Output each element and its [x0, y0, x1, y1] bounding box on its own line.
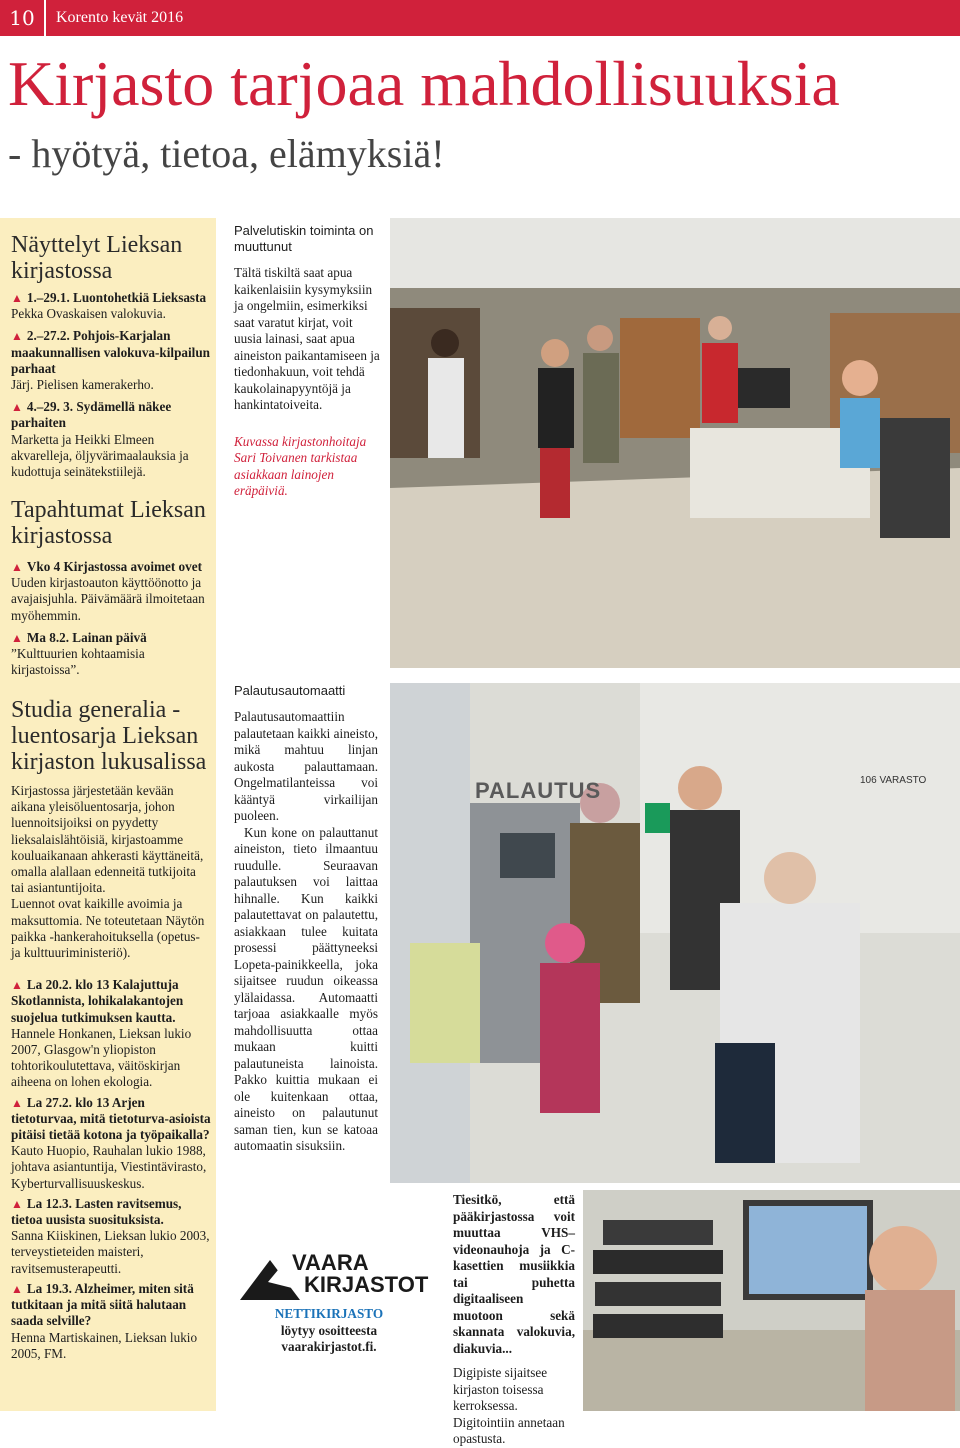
- triangle-bullet-icon: ▲: [11, 400, 23, 415]
- studia-section: [11, 697, 211, 1362]
- service-desk-text: Tältä tiskiltä saat apua kaikenlaisiin kysymyksiin ja ongelmiin, esimerkiksi saat varatut kirjat, voit uusia lainasi, saat apua aineiston paikantamiseen ja tiedonhakuun, voit tehdä kaukolainapyyntöjä ja hankintatoiveita.: [234, 265, 380, 412]
- storage-door-sign: 106 VARASTO: [860, 775, 927, 786]
- nettikirjasto-url[interactable]: vaarakirjastot.fi.: [281, 1339, 377, 1354]
- library-desk-photo: [390, 218, 960, 668]
- page-subtitle: - hyötyä, tietoa, elämyksiä!: [8, 131, 445, 176]
- service-desk-section: [234, 223, 382, 500]
- studia-intro-2: Luennot ovat kaikille avoimia ja maksuttomia. Ne toteutetaan Näytön paikka -hankerahoituksella (opetus- ja kulttuuriministeriö).: [11, 896, 205, 961]
- vaara-logo-line1: VAARA: [292, 1250, 369, 1275]
- triangle-bullet-icon: ▲: [11, 291, 23, 305]
- service-desk-heading: Palvelutiskin toiminta on muuttunut: [234, 223, 374, 254]
- exhibition-item: ▲ 4.–29. 3. Sydämellä näkee parhaiten Marketta ja Heikki Elmeen akvarelleja, öljyvärimaalauksia ja kudottuja seinätekstiilejä.: [11, 399, 189, 480]
- lecture-item: ▲ La 27.2. klo 13 Arjen tietoturvaa, mitä tietoturva-asioista pitäisi tietää kotona ja työpaikalla? Kauto Huopio, Rauhalan lukio 1988, johtava asiantuntija, Viestintävirasto, Kyberturvallisuuskeskus.: [11, 1094, 211, 1191]
- vaara-logo: [240, 1252, 430, 1302]
- event-item: ▲ Ma 8.2. Lainan päivä ”Kulttuurien kohtaamisia kirjastoissa”.: [11, 629, 147, 678]
- exhibitions-heading: Näyttelyt Lieksan kirjastossa: [11, 232, 183, 284]
- page-title: Kirjasto tarjoaa mahdollisuuksia: [8, 48, 840, 119]
- lecture-item: ▲ La 20.2. klo 13 Kalajuttuja Skotlannista, lohikalakantojen suojelua tutkimuksen kautta. Hannele Honkanen, Lieksan lukio 2007, Glasgow'n yliopiston tohtorikoulutettava, väitöskirjan aiheena on lohen ekologia.: [11, 977, 192, 1090]
- triangle-bullet-icon: ▲: [11, 329, 23, 344]
- events-section: [11, 497, 211, 678]
- triangle-bullet-icon: ▲: [11, 978, 23, 993]
- service-desk-caption: Kuvassa kirjastonhoitaja Sari Toivanen tarkistaa asiakkaan lainojen eräpäiviä.: [234, 433, 367, 498]
- exhibitions-section: [11, 232, 211, 480]
- mountain-logo-icon: [240, 1252, 300, 1302]
- lecture-item: ▲ La 12.3. Lasten ravitsemus, tietoa uusista suosituksista. Sanna Kiiskinen, Lieksan lukio 2003, terveystieteiden maisteri, ravitsemusterapeutti.: [11, 1195, 210, 1276]
- exhibition-item: ▲ 1.–29.1. Luontohetkiä Lieksasta Pekka Ovaskaisen valokuvia.: [11, 290, 207, 322]
- vaara-logo-line2: KIRJASTOT: [304, 1272, 429, 1297]
- nettikirjasto-line2: löytyy osoitteesta: [280, 1322, 378, 1338]
- studia-heading: Studia generalia -luentosarja Lieksan kirjaston lukusalissa: [11, 697, 207, 775]
- nettikirjasto-label: NETTIKIRJASTO: [274, 1306, 384, 1321]
- exhibition-item: ▲ 2.–27.2. Pohjois-Karjalan maakunnallisen valokuva-kilpailun parhaat Järj. Pielisen kamerakerho.: [11, 328, 210, 393]
- nettikirjasto-box: [234, 1306, 424, 1356]
- digitize-section: [453, 1192, 575, 1448]
- triangle-bullet-icon: ▲: [11, 1281, 23, 1296]
- events-heading: Tapahtumat Lieksan kirjastossa: [11, 497, 206, 549]
- triangle-bullet-icon: ▲: [11, 1196, 23, 1211]
- digitize-text-1: Tiesitkö, että pääkirjastossa voit muuttaa VHS–videonauhoja ja C-kasettien musiikkia tai puhetta digitaaliseen muotoon sekä skannata valokuvia, diakuvia...: [453, 1192, 575, 1356]
- event-item: ▲ Vko 4 Kirjastossa avoimet ovet Uuden kirjastoauton käyttöönotto ja avajaisjuhla. Päivämäärä ilmoitetaan myöhemmin.: [11, 559, 205, 623]
- publication-name: Korento kevät 2016: [56, 9, 184, 26]
- page-number: 10: [0, 0, 46, 36]
- triangle-bullet-icon: ▲: [11, 630, 23, 645]
- return-machine-section: [234, 683, 378, 1155]
- return-machine-text-2: Kun kone on palauttanut aineiston, tieto ilmaantuu ruudulle. Seuraavan palautuksen voi laittaa hihnalle. Kun kaikki palautettavat on palautettu, asiakkaan tulee kuitata prosessi päättyneeksi Lopeta-painikkeella, joka sijaitsee ruudun oikeassa ylälaidassa. Automaatti tarjoaa asiakkaalle myös mahdollisuutta ottaa mukaan kuitti palautuneista lainoista. Pakko kuittia mukaan ei ole kuitenkaan ottaa, aineisto on palautunut saman tien, kun se katoaa automaatin sisuksiin.: [234, 824, 378, 1153]
- triangle-bullet-icon: ▲: [11, 1095, 23, 1110]
- digitize-text-2: Digipiste sijaitsee kirjaston toisessa kerroksessa. Digitointiin annetaan opastusta.: [453, 1365, 565, 1446]
- triangle-bullet-icon: ▲: [11, 560, 23, 574]
- return-machine-heading: Palautusautomaatti: [234, 683, 346, 698]
- return-machine-text-1: Palautusautomaattiin palautetaan kaikki aineisto, mikä mahtuu linjan aukosta palauttamaan. Ongelmatilanteissa voi kääntyä virkailijan puoleen.: [234, 709, 378, 823]
- return-sign: PALAUTUS: [475, 778, 602, 803]
- digitizing-photo: [583, 1190, 960, 1411]
- lecture-item: ▲ La 19.3. Alzheimer, miten sitä tutkitaan ja mitä siitä halutaan saada selville? Henna Martiskainen, Lieksan lukio 2005, FM.: [11, 1280, 198, 1361]
- return-machine-photo: [390, 683, 960, 1183]
- studia-intro: Kirjastossa järjestetään kevään aikana yleisöluentosarja, johon luennoitsijoiksi on pyydetty lieksalaislähtöisiä, kirjastoamme kouluaikanaan ahkerasti käyttäneitä, omalla alallaan edenneitä tutkijoita tai asiantuntijoita.: [11, 783, 204, 896]
